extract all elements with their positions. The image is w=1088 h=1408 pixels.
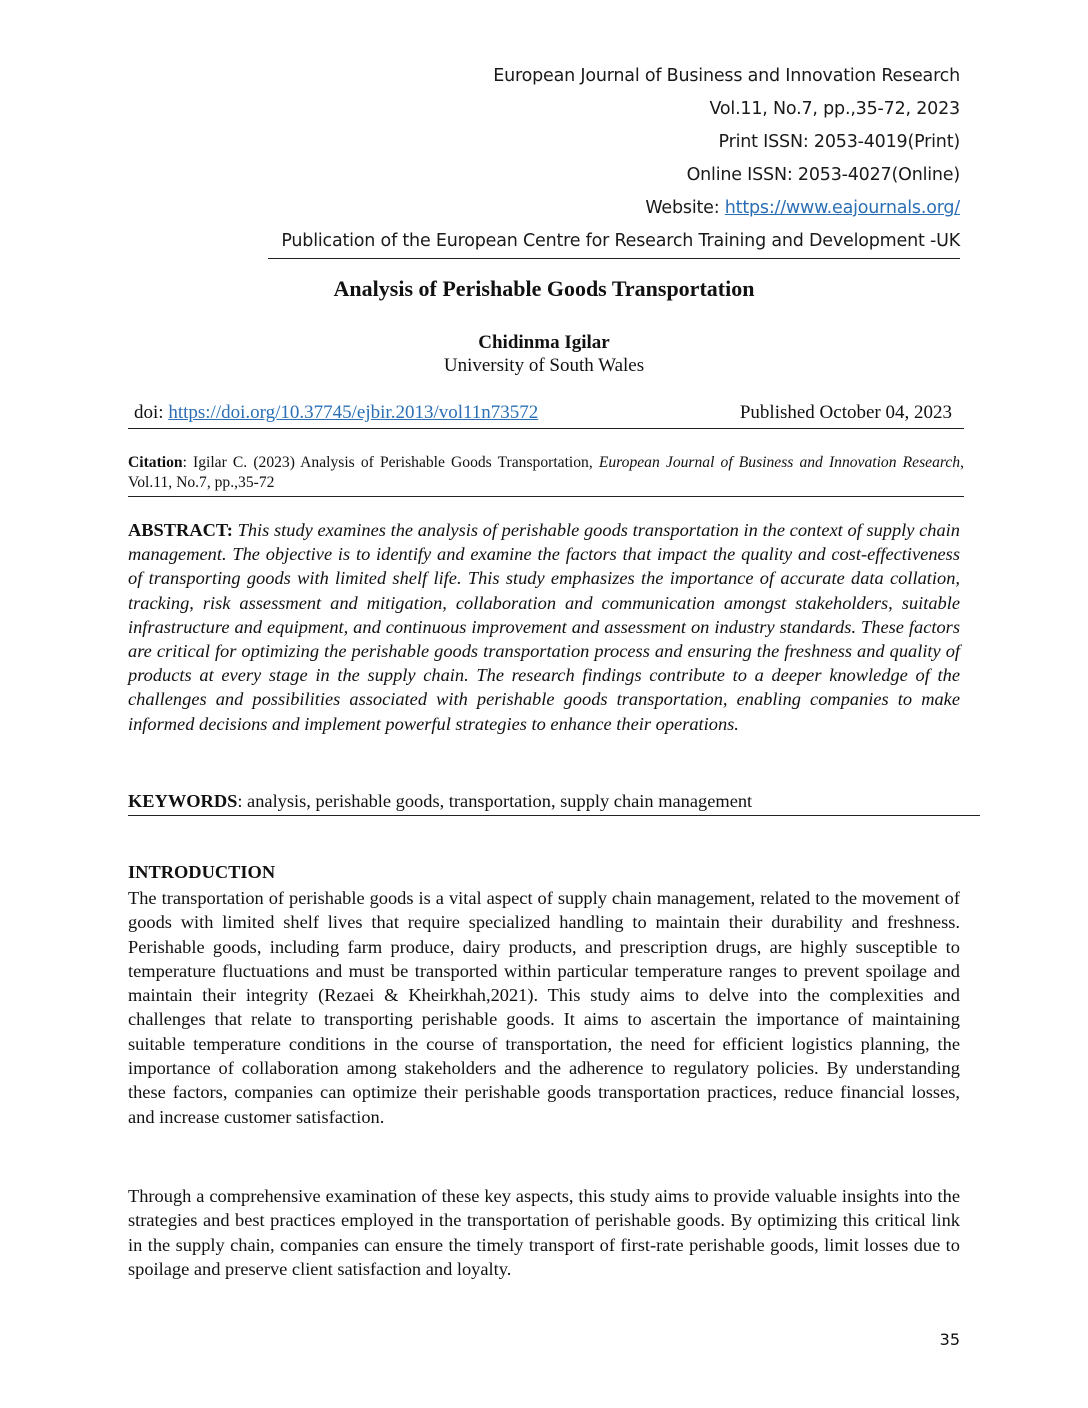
author-name: Chidinma Igilar bbox=[478, 332, 610, 353]
abstract-text: This study examines the analysis of perishable goods transportation in the context of supply chain management. The objective is to identify and examine the factors that impact the quality and cost-effectiveness of transporting goods with limited shelf life. This study emphasizes the importance of accurate data collation, tracking, risk assessment and mitigation, collaboration and communication amongst stakeholders, suitable infrastructure and equipment, and continuous improvement and assessment on industry standards. These factors are critical for optimizing the perishable goods transportation process and ensuring the freshness and quality of products at every stage in the supply chain. The research findings contribute to a deeper knowledge of the challenges and possibilities associated with perishable goods transportation, enabling companies to make informed decisions and implement powerful strategies to enhance their operations. bbox=[128, 520, 960, 734]
section-heading-introduction: INTRODUCTION bbox=[128, 862, 276, 882]
citation-text-a: : Igilar C. (2023) Analysis of Perishable Goods Transportation, bbox=[182, 454, 599, 471]
doi-row bbox=[128, 402, 964, 429]
journal-name: European Journal of Business and Innovation Research bbox=[493, 66, 960, 86]
citation-block bbox=[128, 453, 964, 497]
journal-header bbox=[268, 60, 960, 259]
page-number: 35 bbox=[939, 1330, 960, 1349]
doi-link[interactable]: https://doi.org/10.37745/ejbir.2013/vol11n73572 bbox=[168, 402, 539, 423]
print-issn: Print ISSN: 2053-4019(Print) bbox=[718, 132, 960, 152]
website-label: Website: bbox=[645, 198, 725, 218]
journal-volume: Vol.11, No.7, pp.,35-72, 2023 bbox=[709, 99, 960, 119]
intro-paragraph-1: The transportation of perishable goods is a vital aspect of supply chain management, related to the movement of goods with limited shelf lives that require specialized handling to maintain their durability and freshness. Perishable goods, including farm produce, dairy products, and prescription drugs, are highly susceptible to temperature fluctuations and must be transported within particular temperature ranges to prevent spoilage and maintain their integrity (Rezaei & Kheirkhah,2021). This study aims to delve into the complexities and challenges that relate to transporting perishable goods. It aims to ascertain the importance of maintaining suitable temperature conditions in the course of transportation, the need for efficient logistics planning, the importance of collaboration among stakeholders and the adherence to regulatory policies. By understanding these factors, companies can optimize their perishable goods transportation practices, reduce financial losses, and increase customer satisfaction. bbox=[128, 888, 960, 1127]
citation-journal: European Journal of Business and Innovation Research bbox=[598, 454, 961, 471]
doi-label: doi: bbox=[134, 402, 169, 423]
intro-paragraph-2: Through a comprehensive examination of these key aspects, this study aims to provide valuable insights into the strategies and best practices employed in the transportation of perishable goods. By optimizing this critical link in the supply chain, companies can ensure the timely transport of first-rate perishable goods, limit losses due to spoilage and preserve client satisfaction and loyalty. bbox=[128, 1186, 960, 1279]
keywords-text: : analysis, perishable goods, transportation, supply chain management bbox=[237, 791, 753, 811]
keywords bbox=[128, 789, 980, 816]
website-line bbox=[268, 192, 960, 225]
doi bbox=[134, 402, 538, 424]
abstract bbox=[128, 518, 960, 736]
paper-title: Analysis of Perishable Goods Transportation bbox=[333, 276, 755, 301]
publisher-line: Publication of the European Centre for Research Training and Development -UK bbox=[268, 225, 960, 259]
author-affiliation: University of South Wales bbox=[443, 355, 645, 376]
citation-label: Citation bbox=[128, 454, 183, 471]
keywords-label: KEYWORDS bbox=[128, 791, 238, 811]
abstract-label: ABSTRACT: bbox=[128, 520, 233, 540]
website-link[interactable]: https://www.eajournals.org/ bbox=[724, 198, 960, 218]
published-date: Published October 04, 2023 bbox=[739, 402, 952, 423]
citation-text-b: , Vol.11, No.7, pp.,35-72 bbox=[128, 454, 964, 491]
online-issn: Online ISSN: 2053-4027(Online) bbox=[686, 165, 960, 185]
